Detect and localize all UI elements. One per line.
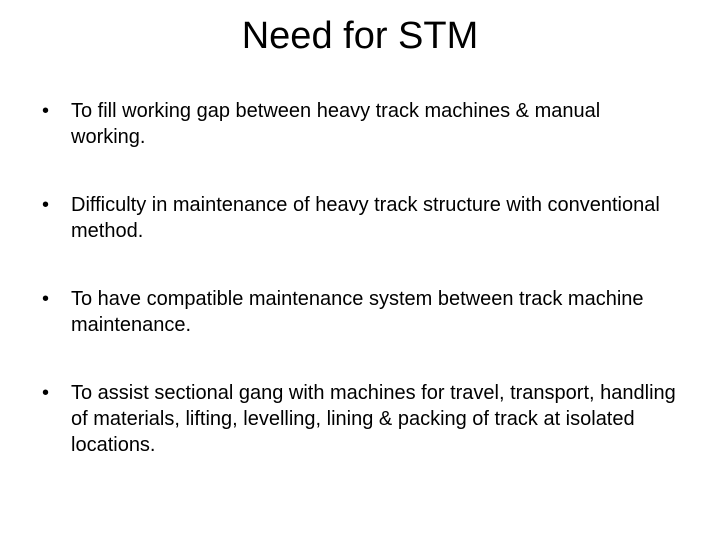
bullet-dot-icon: • xyxy=(42,382,50,404)
bullet-text: To assist sectional gang with machines for travel, transport, handling of materials, lifting, levelling, lining & packing of track at isolated locations. xyxy=(71,382,676,456)
bullet-dot-icon: • xyxy=(42,288,50,310)
bullet-dot-icon: • xyxy=(42,194,50,216)
bullet-item xyxy=(36,380,676,458)
bullet-text: Difficulty in maintenance of heavy track structure with conventional method. xyxy=(71,194,660,242)
bullet-dot-icon: • xyxy=(42,100,50,122)
bullet-item xyxy=(36,286,676,338)
bullet-text: To have compatible maintenance system between track machine maintenance. xyxy=(71,288,644,336)
bullet-text: To fill working gap between heavy track machines & manual working. xyxy=(71,100,601,148)
bullet-item xyxy=(36,98,676,150)
bullet-list xyxy=(36,98,676,458)
slide-title: Need for STM xyxy=(241,15,479,57)
bullet-item xyxy=(36,192,676,244)
